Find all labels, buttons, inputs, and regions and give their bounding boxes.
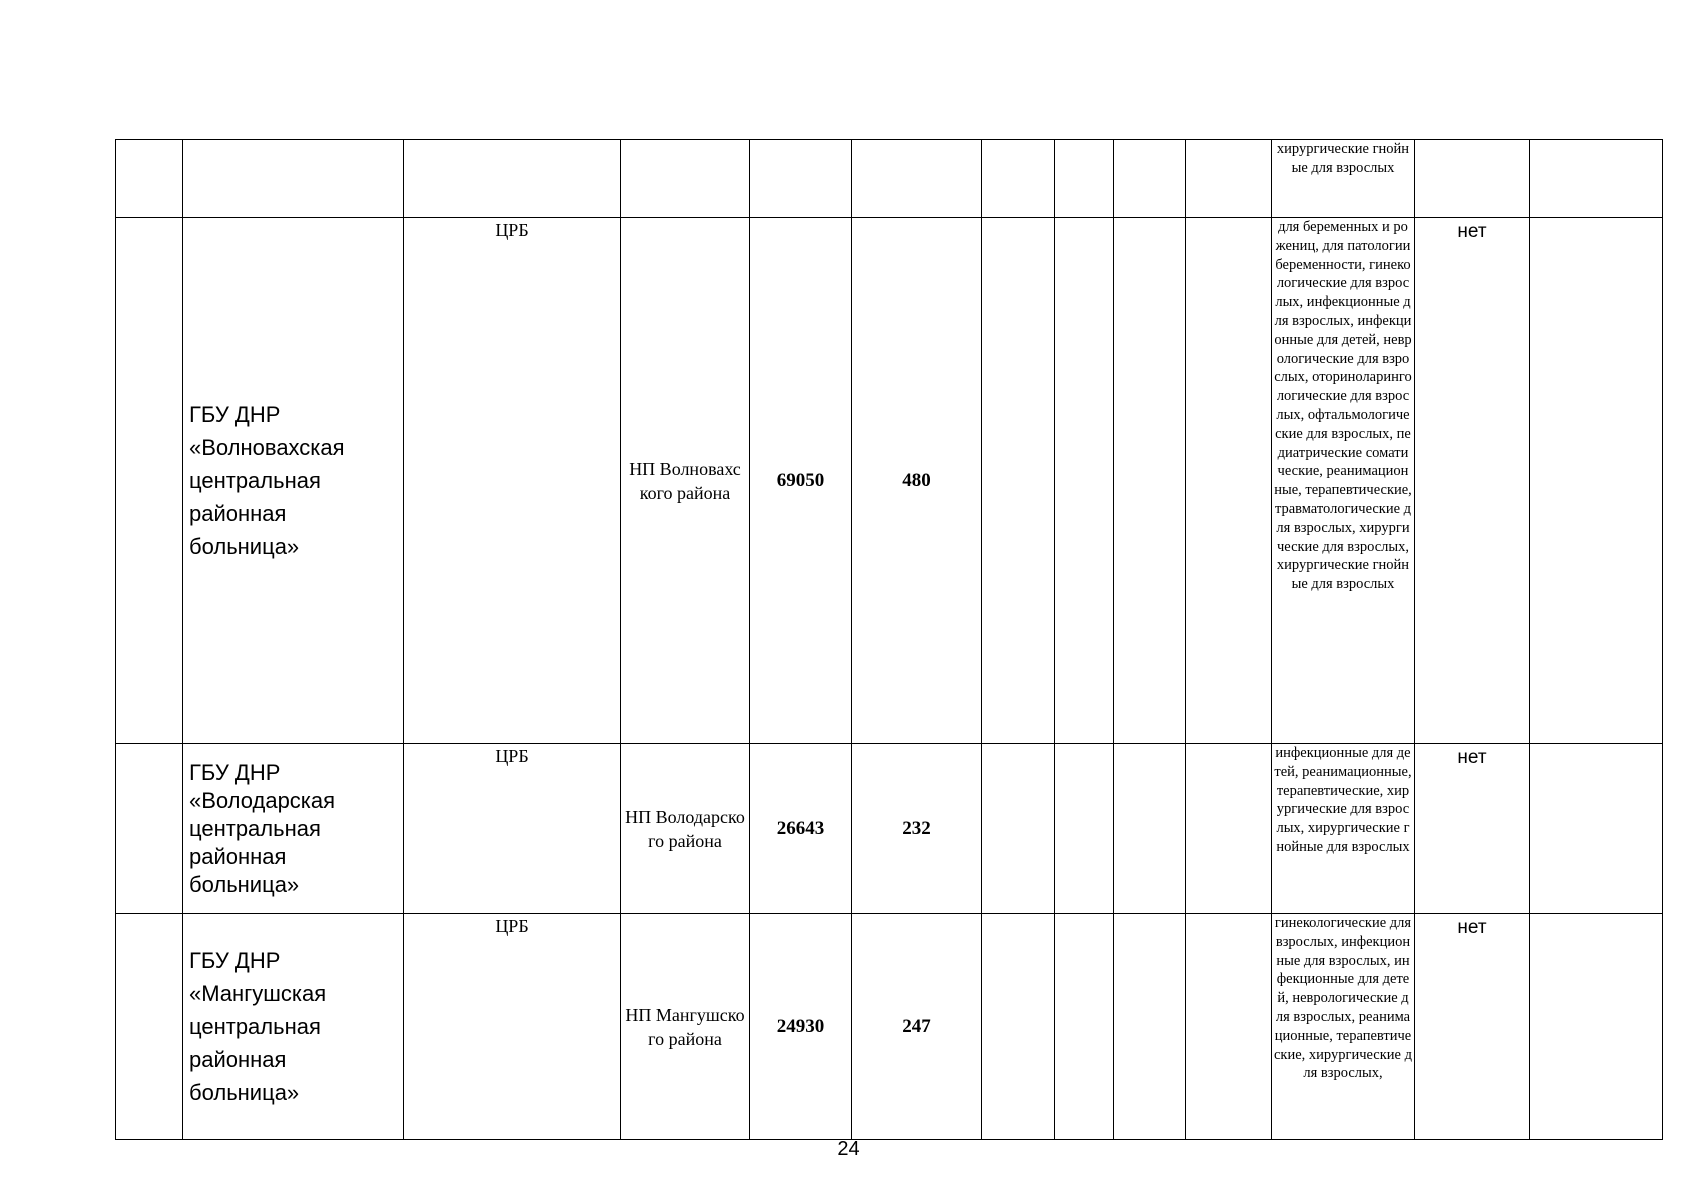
cell-number: [116, 744, 183, 914]
population-value: 69050: [776, 469, 825, 491]
table-row: [116, 140, 1663, 218]
facility-type: ЦРБ: [495, 746, 529, 766]
cell-empty: [1530, 744, 1663, 914]
cell-type: [404, 914, 621, 1140]
cell-empty: [1114, 218, 1186, 744]
beds-value: 232: [902, 817, 931, 839]
cell-area: [621, 218, 750, 744]
facility-type: ЦРБ: [495, 220, 529, 240]
flag-value: [1415, 140, 1529, 143]
cell-beds: [852, 744, 982, 914]
population-value: 24930: [776, 1015, 825, 1037]
cell-flag: [1415, 140, 1530, 218]
cell-departments: [1272, 140, 1415, 218]
cell-type: [404, 744, 621, 914]
organization-name: ГБУ ДНР «Мангушская центральная районная больница»: [189, 948, 327, 1105]
organization-name: ГБУ ДНР «Володарская центральная районная больница»: [189, 759, 336, 897]
table-row: [116, 744, 1663, 914]
table-row: [116, 914, 1663, 1140]
cell-departments: [1272, 744, 1415, 914]
cell-empty: [1055, 744, 1114, 914]
page-number: 24: [837, 1138, 860, 1160]
cell-area: [621, 744, 750, 914]
cell-empty: [1055, 218, 1114, 744]
departments-list: инфекционные для детей, реанимационные, терапевтические, хирургические для взрослых, хирургические гнойные для взрослых: [1274, 745, 1412, 855]
cell-type: [404, 218, 621, 744]
cell-empty: [1530, 914, 1663, 1140]
flag-value: нет: [1457, 747, 1487, 768]
cell-empty: [982, 140, 1055, 218]
population-value: 26643: [776, 817, 825, 839]
table-row: [116, 218, 1663, 744]
cell-empty: [1186, 914, 1272, 1140]
cell-empty: [1114, 744, 1186, 914]
service-area: НП Волновахского района: [629, 458, 741, 503]
departments-list: гинекологические для взрослых, инфекционные для взрослых, инфекционные для детей, неврологические для взрослых, реанимационные, терапевтические, хирургические для взрослых,: [1274, 915, 1412, 1082]
cell-beds: [852, 914, 982, 1140]
facility-type: ЦРБ: [495, 916, 529, 936]
cell-number: [116, 914, 183, 1140]
beds-value: 480: [902, 469, 931, 491]
cell-flag: [1415, 744, 1530, 914]
cell-empty: [1114, 140, 1186, 218]
cell-empty: [1186, 140, 1272, 218]
facility-type: [404, 140, 620, 142]
cell-population: [750, 914, 852, 1140]
departments-list: для беременных и рожениц, для патологии беременности, гинекологические для взрослых, инфекционные для взрослых, инфекционные для детей, неврологические для взрослых, оториноларингологические для взрослых, офтальмологические для взрослых, педиатрические соматические, реанимационные, терапевтические, травматологические для взрослых, хирургические для взрослых, хирургические гнойные для взрослых: [1274, 219, 1412, 593]
beds-value: 247: [902, 1015, 931, 1037]
cell-organization: [183, 914, 404, 1140]
flag-value: нет: [1457, 917, 1487, 938]
departments-list: хирургические гнойные для взрослых: [1276, 141, 1410, 176]
flag-value: нет: [1457, 221, 1487, 242]
cell-empty: [982, 914, 1055, 1140]
cell-empty: [1055, 914, 1114, 1140]
service-area: НП Мангушского района: [625, 1004, 745, 1049]
cell-organization: [183, 744, 404, 914]
service-area: НП Володарского района: [625, 806, 745, 851]
cell-empty: [1186, 218, 1272, 744]
cell-flag: [1415, 218, 1530, 744]
cell-empty: [1530, 140, 1663, 218]
cell-type: [404, 140, 621, 218]
cell-beds: [852, 140, 982, 218]
organization-name: ГБУ ДНР «Волновахская центральная районная больница»: [189, 402, 345, 559]
cell-empty: [982, 218, 1055, 744]
cell-area: [621, 914, 750, 1140]
cell-organization: [183, 218, 404, 744]
cell-area: [621, 140, 750, 218]
cell-empty: [1114, 914, 1186, 1140]
cell-number: [116, 140, 183, 218]
cell-number: [116, 218, 183, 744]
cell-empty: [1530, 218, 1663, 744]
cell-beds: [852, 218, 982, 744]
hospital-table: [115, 139, 1663, 1140]
cell-empty: [1186, 744, 1272, 914]
cell-population: [750, 744, 852, 914]
cell-population: [750, 140, 852, 218]
cell-empty: [1055, 140, 1114, 218]
cell-population: [750, 218, 852, 744]
organization-name: [183, 140, 193, 165]
cell-departments: [1272, 914, 1415, 1140]
cell-empty: [982, 744, 1055, 914]
cell-organization: [183, 140, 404, 218]
cell-flag: [1415, 914, 1530, 1140]
cell-departments: [1272, 218, 1415, 744]
